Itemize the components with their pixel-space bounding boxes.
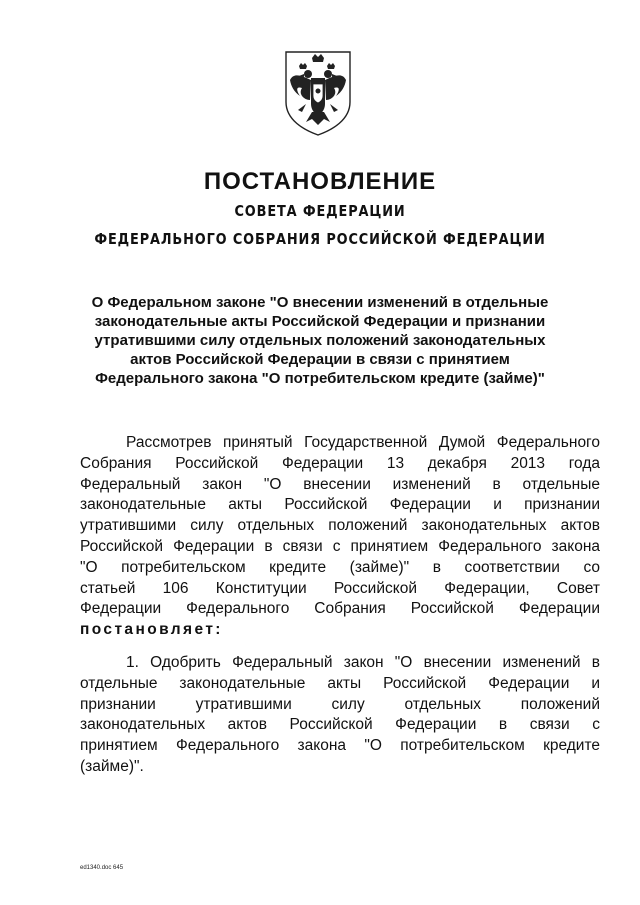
issuer-line-2: ФЕДЕРАЛЬНОГО СОБРАНИЯ РОССИЙСКОЙ ФЕДЕРАЦИИ bbox=[94, 230, 546, 248]
paragraph-line: "О потребительском кредите (займе)" в соответствии со bbox=[80, 558, 600, 576]
document-title: ПОСТАНОВЛЕНИЕ bbox=[203, 168, 437, 195]
paragraph-line: признании утратившими силу отдельных положений bbox=[80, 695, 600, 713]
coat-of-arms-emblem bbox=[282, 50, 354, 136]
paragraph-line: отдельные законодательные акты Российской Федерации и bbox=[80, 674, 600, 692]
issuer-line-1: СОВЕТА ФЕДЕРАЦИИ bbox=[234, 202, 406, 220]
resolution-item-1 bbox=[80, 653, 600, 778]
heading-line: утратившими силу отдельных положений законодательных bbox=[94, 332, 546, 349]
paragraph-line: Рассмотрев принятый Государственной Думой Федерального bbox=[126, 434, 600, 451]
decree-word: постановляет: bbox=[80, 621, 223, 639]
heading-line: законодательные акты Российской Федерации и признании bbox=[94, 313, 546, 330]
heading-line: О Федеральном законе "О внесении изменений в отдельные bbox=[91, 294, 549, 311]
document-subject-heading bbox=[60, 293, 580, 388]
heading-line: актов Российской Федерации в связи с принятием bbox=[130, 351, 510, 368]
document-file-code: ed1340.doc 645 bbox=[80, 865, 124, 871]
paragraph-line: Собрания Российской Федерации 13 декабря 2013 года bbox=[80, 454, 600, 472]
paragraph-line: принятием Федерального закона "О потребительском кредите bbox=[80, 737, 600, 755]
paragraph-line: статьей 106 Конституции Российской Федерации, Совет bbox=[80, 579, 600, 597]
paragraph-line: Федеральный закон "О внесении изменений в отдельные bbox=[80, 475, 600, 493]
paragraph-line: 1. Одобрить Федеральный закон "О внесении изменений в bbox=[126, 654, 600, 671]
heading-line: Федерального закона "О потребительском кредите (займе)" bbox=[95, 370, 545, 387]
paragraph-line: законодательных актов Российской Федерации в связи с bbox=[80, 716, 600, 734]
preamble-paragraph bbox=[80, 433, 600, 641]
paragraph-line: Федерации Федерального Собрания Российской Федерации bbox=[80, 600, 600, 618]
paragraph-line: утратившими силу отдельных положений законодательных актов bbox=[80, 517, 600, 535]
paragraph-line: законодательные акты Российской Федерации и признании bbox=[80, 496, 600, 514]
paragraph-line: Российской Федерации в связи с принятием Федерального закона bbox=[80, 537, 600, 555]
paragraph-line: (займе)". bbox=[80, 757, 144, 775]
